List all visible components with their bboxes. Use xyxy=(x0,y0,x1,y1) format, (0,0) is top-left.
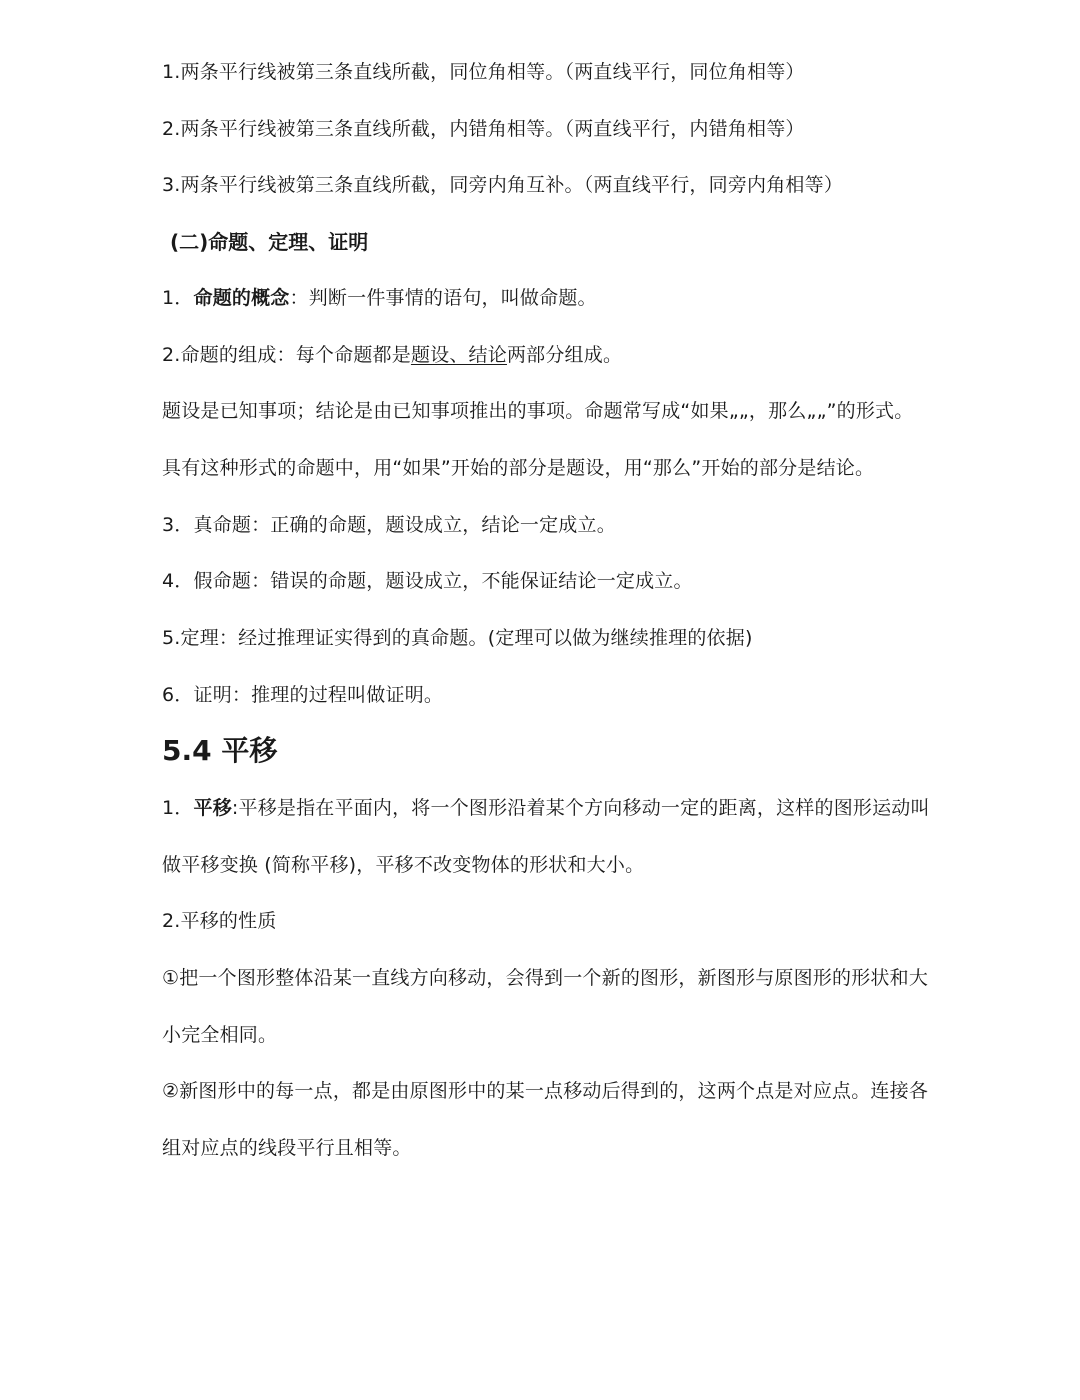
true-proposition: 3．真命题：正确的命题，题设成立，结论一定成立。 xyxy=(162,514,616,536)
property-2-line2: 组对应点的线段平行且相等。 xyxy=(162,1137,412,1159)
property-1-line2: 小完全相同。 xyxy=(162,1024,278,1046)
item-prefix: 1． xyxy=(162,287,194,309)
proof: 6．证明：推理的过程叫做证明。 xyxy=(162,684,444,706)
translation-definition-line1 xyxy=(162,794,942,822)
item-suffix: 两部分组成。 xyxy=(506,344,623,366)
term-translation: 平移 xyxy=(193,797,232,819)
translation-properties-title: 2.平移的性质 xyxy=(162,910,277,932)
property-2-line1: ②新图形中的每一点，都是由原图形中的某一点移动后得到的，这两个点是对应点。连接各 xyxy=(162,1080,929,1102)
section-heading: 5.4 平移 xyxy=(162,734,278,767)
parallel-property-3: 3.两条平行线被第三条直线所截，同旁内角互补。（两直线平行，同旁内角相等） xyxy=(162,174,844,196)
item-prefix: 1． xyxy=(162,797,194,819)
paragraph-hypothesis: 题设是已知事项；结论是由已知事项推出的事项。命题常写成“如果„„，那么„„”的形式。 xyxy=(162,400,914,422)
term-proposition-concept: 命题的概念 xyxy=(193,287,290,309)
item-prefix: 2.命题的组成：每个命题都是 xyxy=(162,344,411,366)
definition-text: :平移是指在平面内，将一个图形沿着某个方向移动一定的距离，这样的图形运动叫 xyxy=(231,797,930,819)
paragraph-form: 具有这种形式的命题中，用“如果”开始的部分是题设，用“那么”开始的部分是结论。 xyxy=(162,457,875,479)
false-proposition: 4．假命题：错误的命题，题设成立，不能保证结论一定成立。 xyxy=(162,570,693,592)
underlined-term: 题设、结论 xyxy=(410,344,507,366)
parallel-property-2: 2.两条平行线被第三条直线所截，内错角相等。（两直线平行，内错角相等） xyxy=(162,118,805,140)
proposition-concept xyxy=(162,284,942,312)
subsection-heading: (二)命题、定理、证明 xyxy=(170,230,369,254)
parallel-property-1: 1.两条平行线被第三条直线所截，同位角相等。（两直线平行，同位角相等） xyxy=(162,61,805,83)
proposition-composition xyxy=(162,341,942,369)
definition-text: ：判断一件事情的语句，叫做命题。 xyxy=(289,287,597,309)
property-1-line1: ①把一个图形整体沿某一直线方向移动，会得到一个新的图形，新图形与原图形的形状和大 xyxy=(162,967,929,989)
theorem: 5.定理：经过推理证实得到的真命题。(定理可以做为继续推理的依据) xyxy=(162,627,753,649)
translation-definition-line2: 做平移变换 (简称平移)，平移不改变物体的形状和大小。 xyxy=(162,854,645,876)
